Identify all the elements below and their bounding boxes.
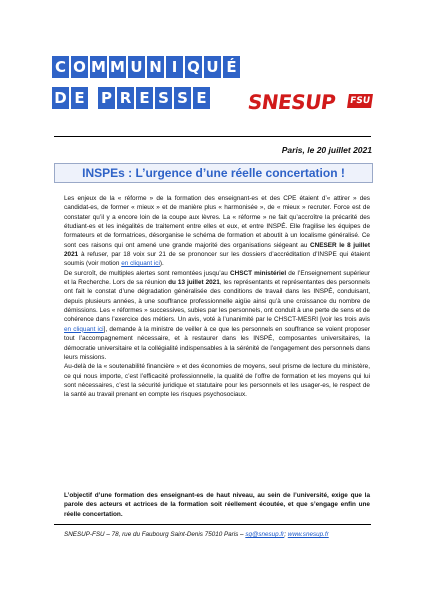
paragraph-1	[64, 194, 370, 269]
banner-space	[90, 87, 96, 109]
header-divider	[54, 136, 371, 137]
communique-de-presse-banner	[52, 56, 240, 118]
snesup-fsu-logo	[246, 74, 371, 132]
banner-line-communique	[52, 56, 240, 78]
body-text	[64, 194, 370, 400]
banner-letter: C	[52, 56, 69, 78]
p2-bold-date: du 13 juillet 2021	[168, 279, 220, 287]
p2-text-d: ], demande à la ministre de veiller à ce que les personnels en souffrance se voient proposer tout l’accompagnement nécessaire, et à restaurer dans les INSPÉ, composantes universitaires, la démocratie universitaire et la collégialité indispensables à la sérénité de l’engagement des personnels dans leurs missions.	[64, 325, 370, 361]
banner-letter: P	[98, 87, 115, 109]
p2-text-c: , les représentants et représentantes des personnels ont fait le constat d’une dégradation généralisée des conditions de travail dans les INSPÉ, conduisant, depuis plusieurs années, à une souffrance professionnelle aigüe ainsi qu’à une croissance du nombre de démissions. Les « réformes » successives, subies par les personnels, ont conduit à une perte de sens et de cohérence dans l’exercice des métiers. Un avis, voté à l’unanimité par le CHSCT-MESRI [voir les trois avis	[64, 279, 370, 324]
document-title: INSPEs : L’urgence d’une réelle concertation !	[82, 166, 345, 180]
footer	[64, 531, 329, 538]
footer-email-link[interactable]: sg@snesup.fr	[245, 531, 285, 538]
p1-bold: CNESER le 8 juillet 2021	[64, 241, 370, 259]
banner-letter: U	[128, 56, 145, 78]
motion-link[interactable]: en cliquant ici	[121, 260, 160, 268]
banner-letter: Q	[185, 56, 202, 78]
footer-divider	[54, 524, 371, 525]
banner-letter: E	[193, 87, 210, 109]
paragraph-3: Au-delà de la « soutenabilité financière » et des économies de moyens, seul prisme de lecture du ministère, ce qui nous importe, c’est l’efficacité professionnelle, la qualité de l’offre de formation et les moyens qui lui sont nécessaires, c’est la sécurité juridique et statutaire pour les personnels et les usager-es, le respect de la santé au travail prenant en compte les risques psychosociaux.	[64, 363, 370, 399]
avis-link[interactable]: en cliquant ici	[64, 325, 104, 333]
banner-letter: N	[147, 56, 164, 78]
banner-letter: S	[155, 87, 172, 109]
p2-text-a: De surcroît, de multiples alertes sont remontées jusqu’au	[64, 269, 230, 277]
banner-letter: S	[174, 87, 191, 109]
p2-text-b: de l’Enseignement supérieur et la Recherche. Lors de sa réunion	[64, 269, 370, 287]
banner-letter: U	[204, 56, 221, 78]
banner-letter: I	[166, 56, 183, 78]
banner-letter: D	[52, 87, 69, 109]
footer-separator: ;	[284, 531, 288, 538]
paragraph-2	[64, 269, 370, 362]
banner-letter: É	[223, 56, 240, 78]
banner-line-de-presse	[52, 87, 240, 109]
banner-letter: M	[110, 58, 125, 76]
banner-letter: O	[71, 56, 88, 78]
p1-end: ).	[159, 260, 164, 268]
title-box	[54, 163, 373, 183]
conclusion-paragraph: L’objectif d’une formation des enseignant-es de haut niveau, au sein de l’université, exige que la parole des acteurs et actrices de la formation soit réellement écoutée, et que s’engage enfin une réelle concertation.	[64, 492, 370, 518]
logo-fsu-badge: FSU	[347, 94, 373, 108]
banner-letter: E	[71, 87, 88, 109]
footer-website-link[interactable]: www.snesup.fr	[287, 531, 329, 538]
banner-letter: M	[91, 58, 106, 76]
p1-rest: à refuser, par 18 voix sur 21 de se prononcer sur les dossiers d’accréditation d’INSPE qui étaient soumis (voir motion	[64, 251, 370, 268]
p1-text: Les enjeux de la « réforme » de la formation des enseignant-es et des CPE étaient d’« attirer » des candidat-es, de former « mieux » et de manière plus « harmonisée », de « mieux » recruter. Force est de constater qu’il y a encore loin de la coupe aux lèvres. La « réforme » ne fait qu’accroître la précarité des étudiant-es et les inégalités de traitement entre elles et eux, et entre INSPÉ. Elle fragilise les équipes de formateurs et de formatrices, désorganise le schéma de formation et aboutit à un localisme généralisé. Ce sont ces raisons qui ont amené une grande majorité des organisations siégeant au	[64, 195, 370, 249]
p2-bold-chsct: CHSCT ministériel	[229, 269, 287, 277]
banner-letter: E	[136, 87, 153, 109]
footer-address: SNESUP-FSU – 78, rue du Faubourg Saint-Denis 75010 Paris –	[64, 531, 246, 538]
logo-text: SNESUP	[246, 90, 337, 114]
document-date: Paris, le 20 juillet 2021	[281, 145, 372, 155]
banner-letter: R	[117, 87, 134, 109]
